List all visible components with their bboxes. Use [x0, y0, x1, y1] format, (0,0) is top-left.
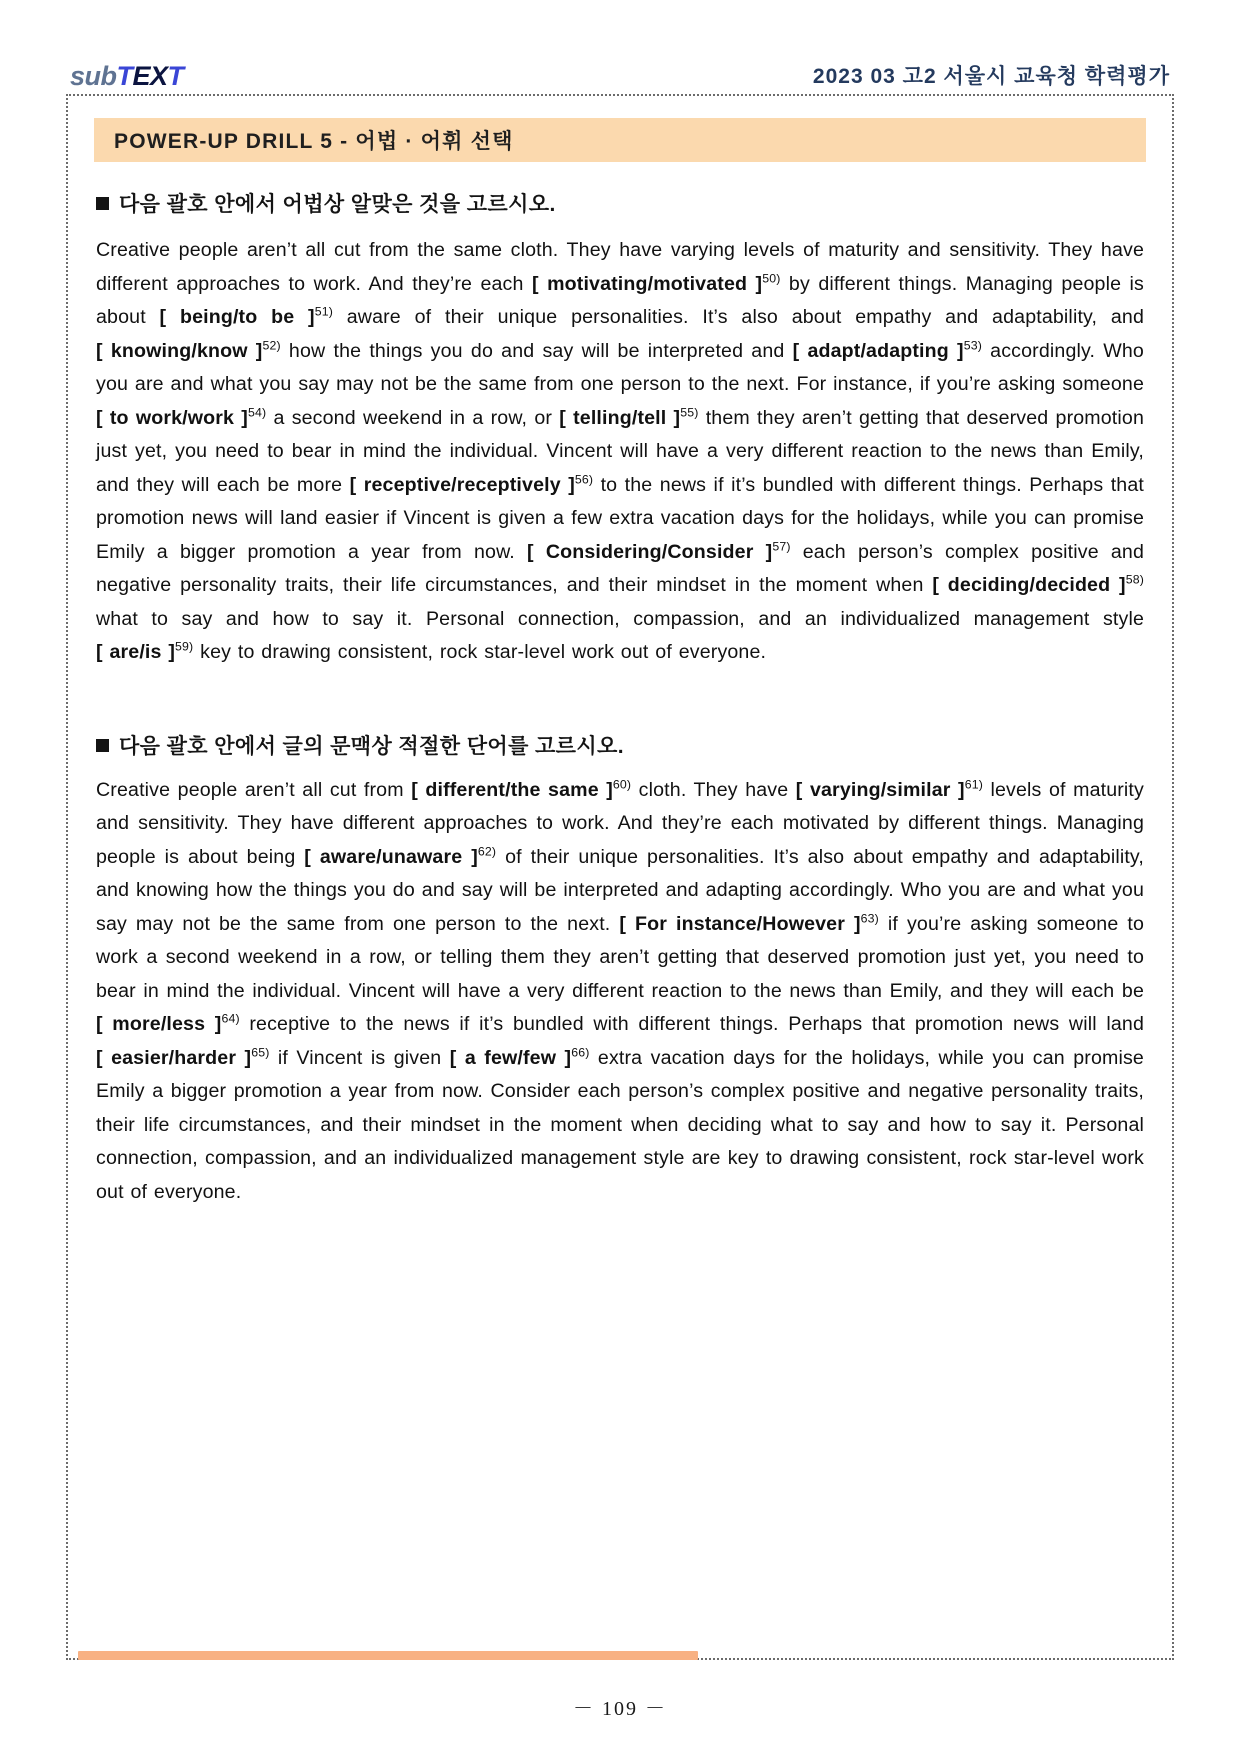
instruction-grammar [94, 188, 1146, 218]
answer-choice[interactable]: [ receptive/receptively ] [349, 473, 575, 496]
square-bullet-icon [96, 197, 109, 210]
page-content [66, 94, 1174, 1660]
answer-choice[interactable]: [ Considering/Consider ] [527, 540, 773, 563]
answer-choice[interactable]: [ adapt/adapting ] [792, 339, 964, 362]
passage-vocabulary: Creative people aren’t all cut from [ different/the same ]$^{60)}$ cloth. They have [ varying/similar ]$^{61)}$ levels of maturity and sensitivity. They have different approaches to work. And they’re each motivated by different things. Managing people is about being [ aware/unaware ]$^{62)}$ of their unique personalities. It’s also about empathy and adaptability, and knowing how the things you do and say will be interpreted and adapting accordingly. Who you are and what you say may not be the same from one person to the next. [ For instance/However ]$^{63)}$ if you’re asking someone to work a second weekend in a row, or telling them they aren’t getting that deserved promotion just yet, you need to bear in mind the individual. Vincent will have a very different reaction to the news than Emily, and they will each be [ more/less ]$^{64)}$ receptive to the news if it’s bundled with different things. Perhaps that promotion news will land [ easier/harder ]$^{65)}$ if Vincent is given [ a few/few ]$^{66)}$ extra vacation days for the holidays, while you can promise Emily a bigger promotion a year from now. Consider each person’s complex positive and negative personality traits, their life circumstances, and their mindset in the moment when deciding what to say and how to say it. Personal connection, compassion, and an individualized management style are key to drawing consistent, rock star-level work out of everyone. [96, 776, 1145, 1203]
logo-part-ex: EX [132, 61, 168, 91]
question-number: 55) [680, 404, 699, 419]
question-number: 62) [477, 843, 497, 858]
drill-title-bar [94, 118, 1146, 162]
bottom-orange-rule [78, 1651, 698, 1660]
subtext-logo [70, 63, 184, 90]
logo-part-t1: T [116, 61, 133, 91]
question-number: 54) [247, 404, 267, 419]
question-number: 59) [175, 639, 194, 654]
question-number: 51) [314, 304, 333, 319]
answer-choice[interactable]: [ a few/few ] [449, 1046, 572, 1069]
instruction-vocabulary-text: 다음 괄호 안에서 글의 문맥상 적절한 단어를 고르시오. [119, 734, 624, 758]
answer-choice[interactable]: [ varying/similar ] [795, 778, 965, 801]
answer-choice[interactable]: [ motivating/motivated ] [531, 272, 763, 295]
answer-choice[interactable]: [ different/the same ] [411, 778, 613, 801]
answer-choice[interactable]: [ being/to be ] [159, 306, 315, 328]
logo-part-t2: T [167, 61, 184, 91]
question-number: 58) [1125, 572, 1144, 587]
instruction-vocabulary [94, 730, 1146, 760]
answer-choice[interactable]: [ more/less ] [96, 1013, 222, 1035]
logo-part-sub: sub [70, 61, 117, 91]
question-number: 63) [860, 910, 879, 925]
square-bullet-icon [96, 739, 109, 752]
answer-choice[interactable]: [ are/is ] [96, 641, 176, 663]
question-number: 64) [221, 1011, 240, 1026]
answer-choice[interactable]: [ knowing/know ] [96, 339, 263, 362]
page-number: － 109 － [573, 1698, 667, 1720]
exam-title: 2023 03 고2 서울시 교육청 학력평가 [812, 65, 1170, 88]
passage-grammar: Creative people aren’t all cut from the same cloth. They have varying levels of maturity and sensitivity. They have different approaches to work. And they’re each [ motivating/motivated ]$^{50)}$ by different things. Managing people is about [ being/to be ]$^{51)}$ aware of their unique personalities. It’s also about empathy and adaptability, and [ knowing/know ]$^{52)}$ how the things you do and say will be interpreted and [ adapt/adapting ]$^{53)}$ accordingly. Who you are and what you say may not be the same from one person to the next. For instance, if you’re asking someone [ to work/work ]$^{54)}$ a second weekend in a row, or [ telling/tell ]$^{55)}$ them they aren’t getting that deserved promotion just yet, you need to bear in mind the individual. Vincent will have a very different reaction to the news than Emily, and they will each be more [ receptive/receptively ]$^{56)}$ to the news if it’s bundled with different things. Perhaps that promotion news will land easier if Vincent is given a few extra vacation days for the holidays, while you can promise Emily a bigger promotion a year from now. [ Considering/Consider ]$^{57)}$ each person’s complex positive and negative personality traits, their life circumstances, and their mindset in the moment when [ deciding/decided ]$^{58)}$ what to say and how to say it. Personal connection, compassion, and an individualized management style [ are/is ]$^{59)}$ key to drawing consistent, rock star-level work out of everyone. [96, 239, 1145, 663]
answer-choice[interactable]: [ aware/unaware ] [304, 845, 478, 868]
section-spacer [94, 670, 1146, 704]
drill-title-text: POWER-UP DRILL 5 - 어법 · 어휘 선택 [114, 130, 514, 153]
answer-choice[interactable]: [ For instance/However ] [619, 912, 861, 935]
answer-choice[interactable]: [ deciding/decided ] [932, 574, 1126, 596]
page-header [70, 40, 1170, 90]
answer-choice[interactable]: [ easier/harder ] [96, 1046, 252, 1069]
question-number: 53) [963, 337, 983, 352]
question-number: 61) [964, 776, 983, 791]
answer-choice[interactable]: [ to work/work ] [96, 406, 248, 429]
question-number: 60) [612, 776, 632, 791]
question-number: 57) [772, 538, 791, 553]
page-footer [0, 1692, 1240, 1721]
question-number: 65) [251, 1044, 270, 1059]
answer-choice[interactable]: [ telling/tell ] [559, 406, 681, 429]
instruction-grammar-text: 다음 괄호 안에서 어법상 알맞은 것을 고르시오. [119, 193, 556, 216]
question-number: 50) [762, 270, 781, 285]
question-number: 56) [574, 471, 594, 486]
question-number: 66) [571, 1044, 590, 1059]
question-number: 52) [262, 337, 281, 352]
